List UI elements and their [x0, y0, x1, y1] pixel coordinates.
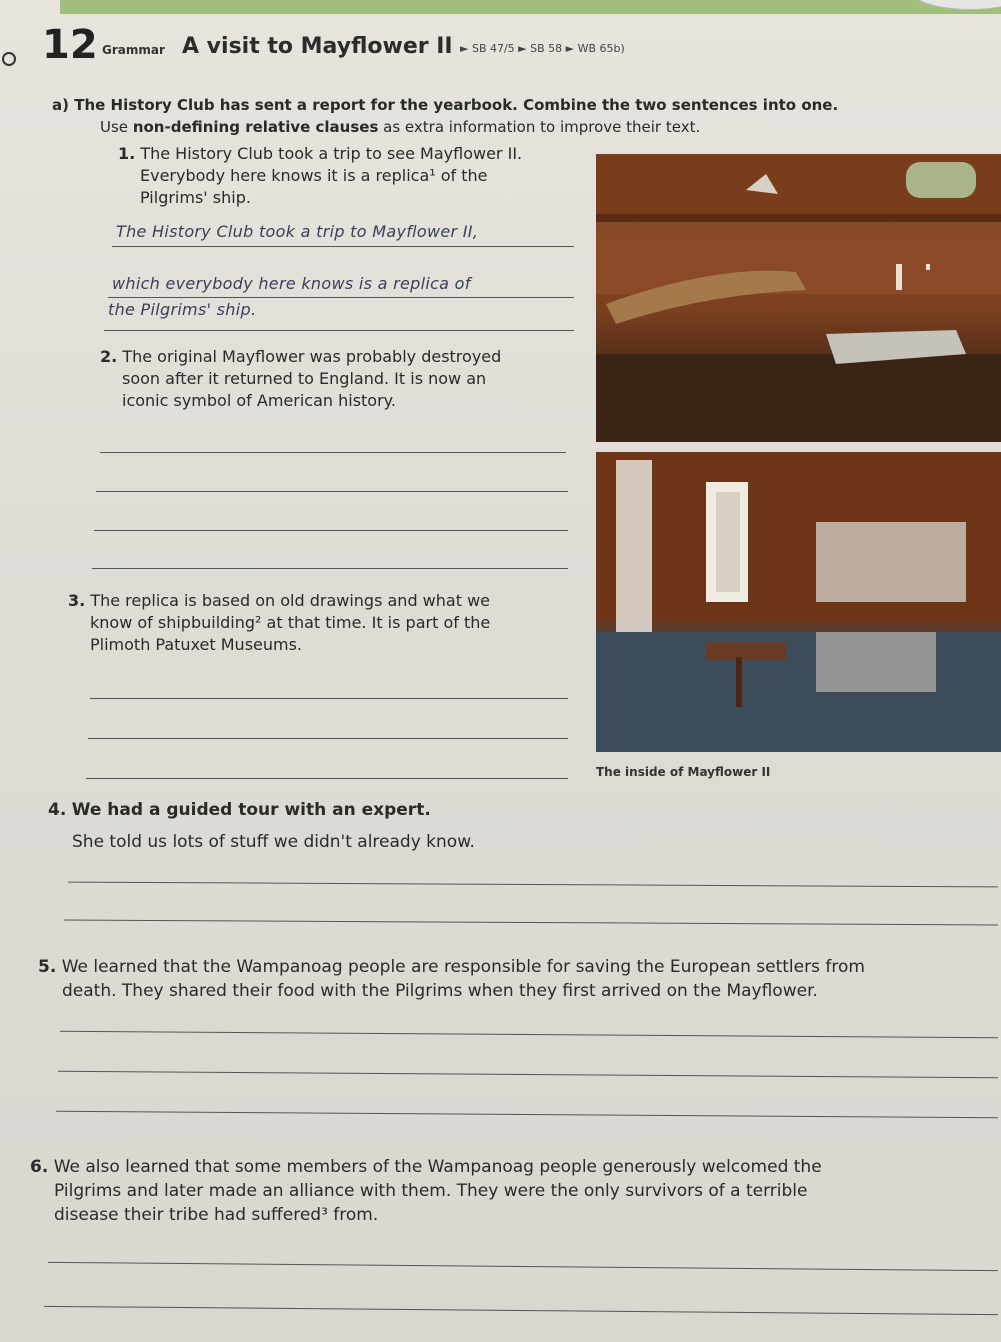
- exercise-line: Everybody here knows it is a replica¹ of the: [140, 166, 488, 185]
- answer-rule[interactable]: [58, 1071, 998, 1079]
- answer-rule[interactable]: [100, 452, 566, 453]
- answer-rule[interactable]: [56, 1111, 998, 1119]
- ship-deck-photo: [596, 154, 1001, 442]
- exercise-line: We also learned that some members of the Wampanoag people generously welcomed the: [53, 1157, 822, 1177]
- instruction-line-2: [100, 118, 700, 136]
- answer-rule[interactable]: [104, 330, 574, 331]
- exercise-3: [68, 590, 490, 656]
- exercise-number: 5.: [38, 957, 57, 977]
- exercise-number: 6.: [30, 1157, 49, 1177]
- photo-caption: The inside of Mayflower II: [596, 765, 771, 779]
- unit-number: 12: [42, 22, 98, 68]
- instruction-label: a): [52, 96, 69, 114]
- answer-rule[interactable]: [48, 1262, 998, 1271]
- handwritten-answer-line: The History Club took a trip to Mayflower II,: [116, 222, 479, 241]
- exercise-line: We had a guided tour with an expert.: [71, 800, 431, 820]
- exercise-line: We learned that the Wampanoag people are responsible for saving the European settlers from: [61, 957, 865, 977]
- page-references: ► SB 47/5 ► SB 58 ► WB 65b): [460, 42, 625, 55]
- ship-interior-photo: [596, 452, 1001, 752]
- exercise-number: 3.: [68, 591, 86, 610]
- answer-rule[interactable]: [88, 738, 568, 739]
- instruction-prefix: Use: [100, 118, 129, 136]
- instruction-suffix: as extra information to improve their text.: [383, 118, 701, 136]
- top-color-band: [60, 0, 1001, 14]
- page-title: A visit to Mayflower II: [182, 34, 453, 59]
- answer-rule: [112, 246, 574, 247]
- exercise-4: [48, 798, 475, 854]
- instruction-keyword: non-defining relative clauses: [132, 118, 379, 136]
- answer-rule[interactable]: [90, 698, 568, 699]
- ship-interior-illustration: [596, 452, 1001, 752]
- exercise-5: [38, 955, 865, 1003]
- exercise-1: [118, 143, 522, 209]
- answer-rule[interactable]: [94, 530, 568, 531]
- answer-rule[interactable]: [86, 778, 568, 779]
- exercise-line: Pilgrims' ship.: [140, 188, 251, 207]
- exercise-line: She told us lots of stuff we didn't already know.: [72, 832, 475, 852]
- exercise-number: 1.: [118, 144, 136, 163]
- answer-rule[interactable]: [60, 1031, 998, 1039]
- ship-deck-illustration: [596, 154, 1001, 442]
- answer-rule: [108, 297, 574, 298]
- exercise-line: death. They shared their food with the Pilgrims when they first arrived on the Mayflower.: [62, 981, 818, 1001]
- section-label: Grammar: [102, 43, 165, 57]
- exercise-number: 2.: [100, 347, 118, 366]
- exercise-line: The original Mayflower was probably destroyed: [122, 347, 502, 366]
- exercise-line: iconic symbol of American history.: [122, 391, 396, 410]
- exercise-line: Pilgrims and later made an alliance with them. They were the only survivors of a terrible: [54, 1181, 808, 1201]
- handwritten-answer-line: the Pilgrims' ship.: [108, 300, 257, 319]
- bullet-circle-icon: [2, 52, 16, 66]
- exercise-6: [30, 1155, 822, 1227]
- answer-rule[interactable]: [68, 882, 998, 888]
- exercise-line: The History Club took a trip to see Mayflower II.: [140, 144, 523, 163]
- exercise-line: Plimoth Patuxet Museums.: [90, 635, 303, 654]
- exercise-line: disease their tribe had suffered³ from.: [54, 1205, 379, 1225]
- exercise-line: soon after it returned to England. It is now an: [122, 369, 487, 388]
- instruction-text: The History Club has sent a report for the yearbook. Combine the two sentences into one.: [74, 96, 839, 114]
- exercise-number: 4.: [48, 800, 67, 820]
- exercise-line: know of shipbuilding² at that time. It is part of the: [90, 613, 491, 632]
- answer-rule[interactable]: [96, 491, 568, 492]
- header: [0, 22, 1001, 82]
- answer-rule[interactable]: [64, 920, 998, 926]
- exercise-2: [100, 346, 501, 412]
- answer-rule[interactable]: [92, 568, 568, 569]
- exercise-line: The replica is based on old drawings and what we: [90, 591, 490, 610]
- answer-rule[interactable]: [44, 1306, 998, 1315]
- handwritten-answer-line: which everybody here knows is a replica of: [112, 274, 471, 293]
- instruction-line-1: [52, 96, 838, 114]
